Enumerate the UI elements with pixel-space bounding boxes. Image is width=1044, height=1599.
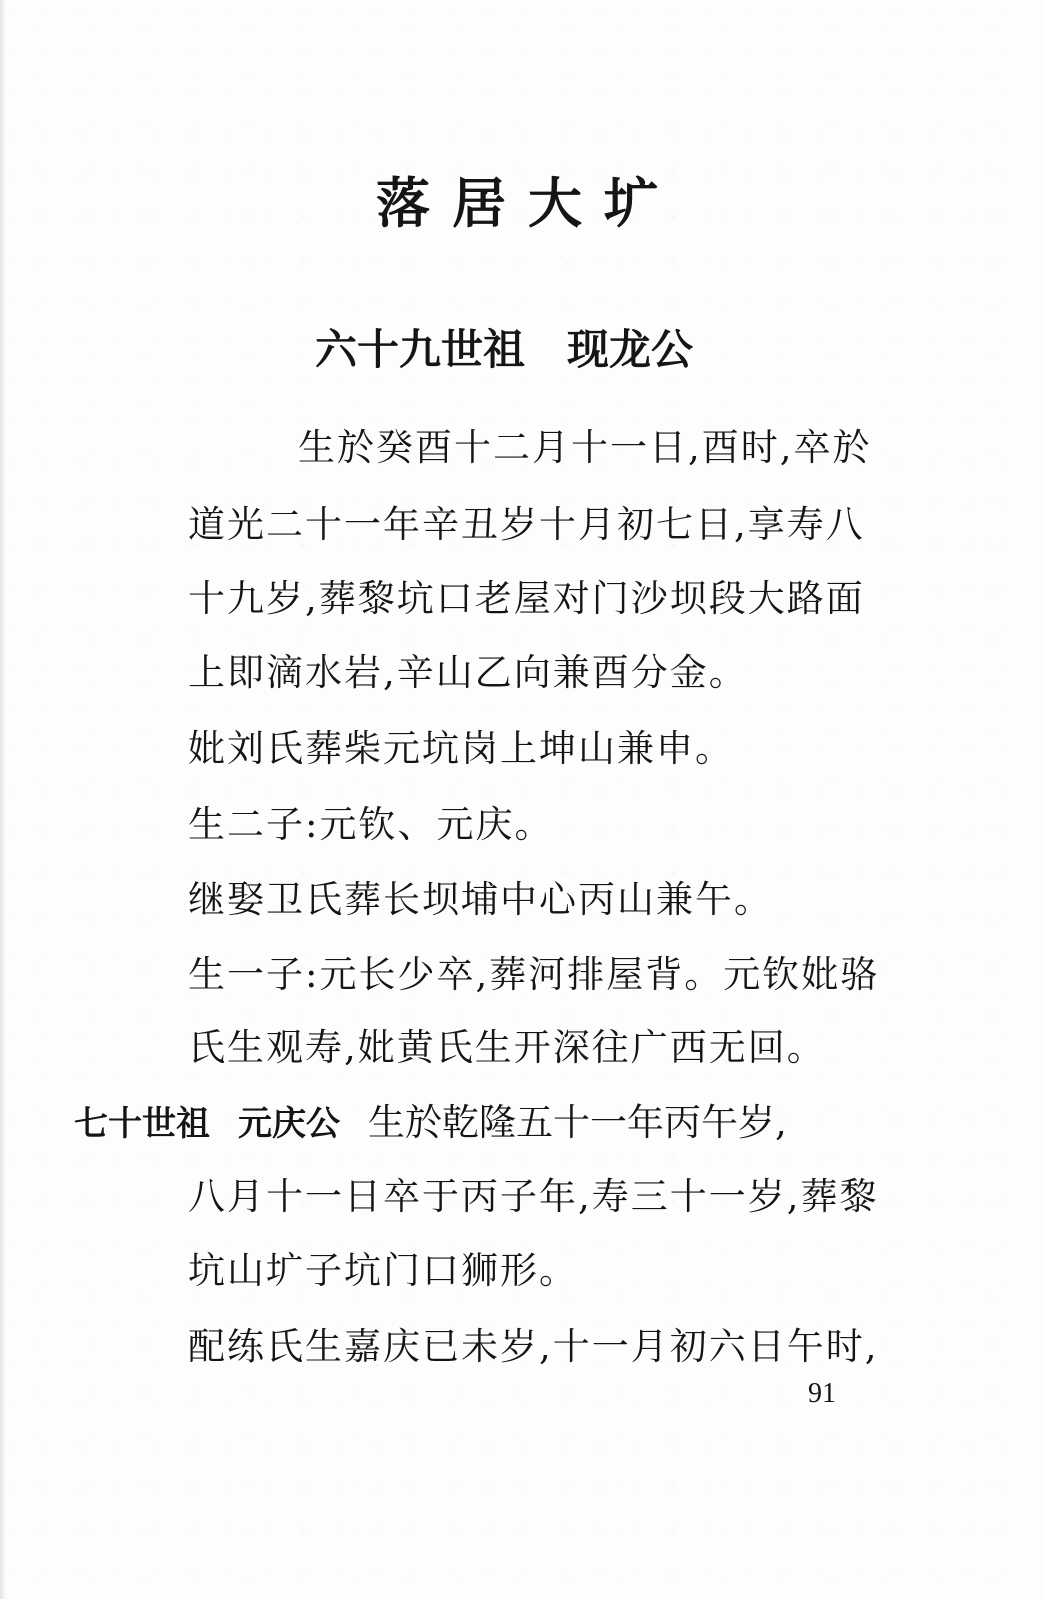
body-line-9: 氏生观寿,妣黄氏生开深往广西无回。 — [188, 1026, 826, 1069]
page-number: 91 — [808, 1378, 836, 1409]
section2-line-1: 生於乾隆五十一年丙午岁, — [368, 1101, 787, 1144]
section-heading: 六十九世祖 现龙公 — [314, 325, 693, 374]
section2-lead-line — [74, 1098, 787, 1149]
body-line-4: 上即滴水岩,辛山乙向兼酉分金。 — [188, 651, 748, 694]
section2-line-4: 配练氏生嘉庆已未岁,十一月初六日午时, — [188, 1325, 879, 1368]
section2-line-2: 八月十一日卒于丙子年,寿三十一岁,葬黎 — [188, 1175, 879, 1218]
body-line-6: 生二子:元钦、元庆。 — [188, 803, 554, 846]
section2-line-3: 坑山圹子坑门口狮形。 — [188, 1249, 578, 1292]
body-line-2: 道光二十一年辛丑岁十月初七日,享寿八 — [188, 503, 865, 546]
body-line-8: 生一子:元长少卒,葬河排屋背。元钦妣骆 — [188, 953, 880, 996]
body-line-7: 继娶卫氏葬长坝埔中心丙山兼午。 — [188, 878, 773, 921]
body-line-5: 妣刘氏葬柴元坑岗上坤山兼申。 — [188, 727, 734, 770]
section2-generation: 七十世祖 — [74, 1104, 210, 1144]
chapter-title: 落居大圹 — [376, 171, 680, 235]
body-line-1: 生於癸酉十二月十一日,酉时,卒於 — [298, 426, 872, 469]
section2-name: 元庆公 — [238, 1104, 340, 1144]
body-line-3: 十九岁,葬黎坑口老屋对门沙坝段大路面 — [188, 577, 865, 620]
page-edge-shadow — [0, 0, 6, 1599]
